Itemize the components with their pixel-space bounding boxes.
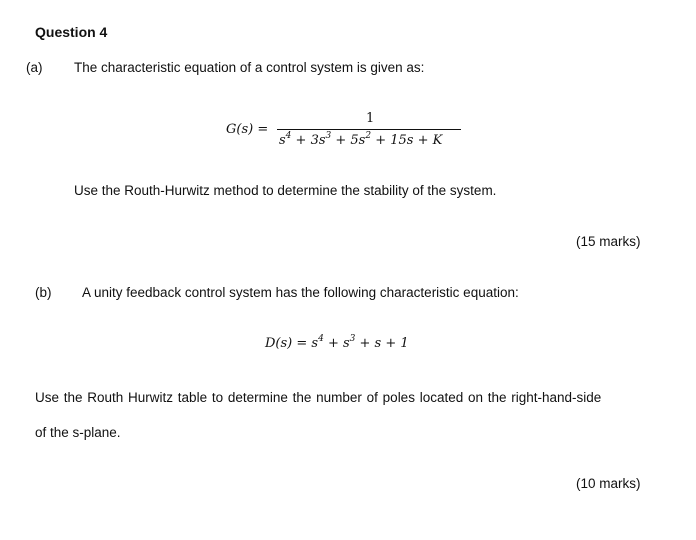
- part-b-label: (b): [35, 285, 52, 300]
- part-b-instruction-line2: of the s-plane.: [35, 425, 121, 440]
- part-a-label: (a): [26, 60, 43, 75]
- part-b-intro: A unity feedback control system has the following characteristic equation:: [82, 285, 519, 300]
- part-b-instruction-line1: Use the Routh Hurwitz table to determine the number of poles located on the right-hand-side: [35, 390, 602, 405]
- equation-lhs: G(s) =: [226, 122, 269, 137]
- part-a-marks: (15 marks): [576, 234, 641, 249]
- part-b-equation: $D(s) = s^4 + s^3 + s + 1$: [265, 334, 409, 351]
- part-a-instruction: Use the Routh-Hurwitz method to determine the stability of the system.: [74, 183, 497, 198]
- fraction-bar: [277, 129, 461, 130]
- equation-numerator: 1: [366, 111, 375, 126]
- part-a-intro: The characteristic equation of a control system is given as:: [74, 60, 425, 75]
- question-title: Question 4: [35, 24, 108, 40]
- part-b-marks: (10 marks): [576, 476, 641, 491]
- equation-denominator: $s^4 + 3s^3 + 5s^2 + 15s + K$: [279, 131, 443, 148]
